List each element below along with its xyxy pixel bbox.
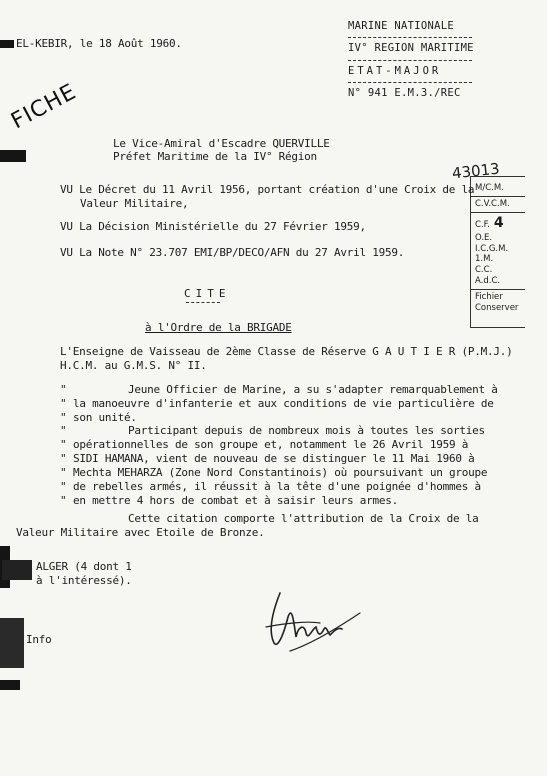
stamp-row: A.d.C. [471,276,525,290]
consideration-1: VU Le Décret du 11 Avril 1956, portant création d'une Croix de la [60,183,475,196]
scan-mark-fiche [0,150,26,162]
service-line-2: IV° REGION MARITIME [348,42,474,55]
cite-underline [186,302,220,303]
quote-mark: " [60,452,67,465]
separator [348,56,480,65]
citation-line: la manoeuvre d'infanterie et aux conditions de vie particulière de [73,397,494,410]
fiche-stamp: FICHE [7,79,81,135]
separator [348,78,480,87]
attribution-line-1: Cette citation comporte l'attribution de la Croix de la [128,512,479,525]
stamp-row: Conserver [475,302,519,313]
issuer-line-2: Préfet Maritime de la IV° Région [113,150,317,163]
recipient-line-2: H.C.M. au G.M.S. N° II. [60,359,207,372]
quote-mark: " [60,397,67,410]
citation-line: Jeune Officier de Marine, a su s'adapter remarquablement à [128,383,498,396]
quote-mark: " [60,424,67,437]
scan-mark-top [0,40,14,48]
stamp-row: C.C. [475,265,493,276]
citation-line: son unité. [73,411,137,424]
distribution-line-2: à l'intéressé). [36,574,132,587]
distribution-stamp [470,176,525,328]
stamp-row: O.E. [475,232,493,243]
quote-mark: " [60,383,67,396]
handwritten-signature [260,583,370,655]
distribution-line-1: ALGER (4 dont 1 [36,560,132,573]
redaction-block-2 [2,560,32,580]
cite-order: à l'Ordre de la BRIGADE [145,321,292,334]
citation-line: de rebelles armés, il réussit à la tête d'une poignée d'hommes à [73,480,481,493]
consideration-2: VU La Décision Ministérielle du 27 Février 1959, [60,220,366,233]
stamp-row: C.V.C.M. [471,199,525,213]
handwritten-reference: 43013 [451,159,501,183]
consideration-1-cont: Valeur Militaire, [80,197,189,210]
separator [348,33,480,42]
stamp-row: C.F. 4 [475,214,504,231]
citation-line: Mechta MEHARZA (Zone Nord Constantinois) où poursuivant un groupe [73,466,488,479]
stamp-row: 1.M. [475,254,494,265]
consideration-3: VU La Note N° 23.707 EMI/BP/DECO/AFN du 27 Avril 1959. [60,246,405,259]
redaction-block-3 [0,618,24,668]
recipient-line-1: L'Enseigne de Vaisseau de 2ème Classe de Réserve G A U T I E R (P.M.J.) [60,345,513,358]
quote-mark: " [60,494,67,507]
citation-line: SIDI HAMANA, vient de nouveau de se distinguer le 11 Mai 1960 à [73,452,475,465]
quote-mark: " [60,411,67,424]
stamp-row: M/C.M. [471,177,525,197]
handwritten-check-mark: 4 [493,214,504,231]
stamp-row: Fichier [475,292,503,303]
citation-line: opérationnelles de son groupe et, notamment le 26 Avril 1959 à [73,438,469,451]
service-line-3: ETAT-MAJOR [348,64,442,77]
citation-line: en mettre 4 hors de combat et à saisir leurs armes. [73,494,399,507]
quote-mark: " [60,438,67,451]
place-date: EL-KEBIR, le 18 Août 1960. [16,37,182,50]
service-line-4: N° 941 E.M.3./REC [348,87,461,100]
citation-line: Participant depuis de nombreux mois à toutes les sorties [128,424,485,437]
cite-title: CITE [184,287,231,300]
quote-mark: " [60,480,67,493]
service-line-1: MARINE NATIONALE [348,20,454,32]
scan-mark-bottom [0,680,20,690]
attribution-line-2: Valeur Militaire avec Etoile de Bronze. [16,526,265,539]
issuer-line-1: Le Vice-Amiral d'Escadre QUERVILLE [113,137,330,150]
stamp-row: I.C.G.M. [475,243,509,254]
service-header [348,20,480,101]
quote-mark: " [60,466,67,479]
distribution-info: Info [26,633,52,646]
